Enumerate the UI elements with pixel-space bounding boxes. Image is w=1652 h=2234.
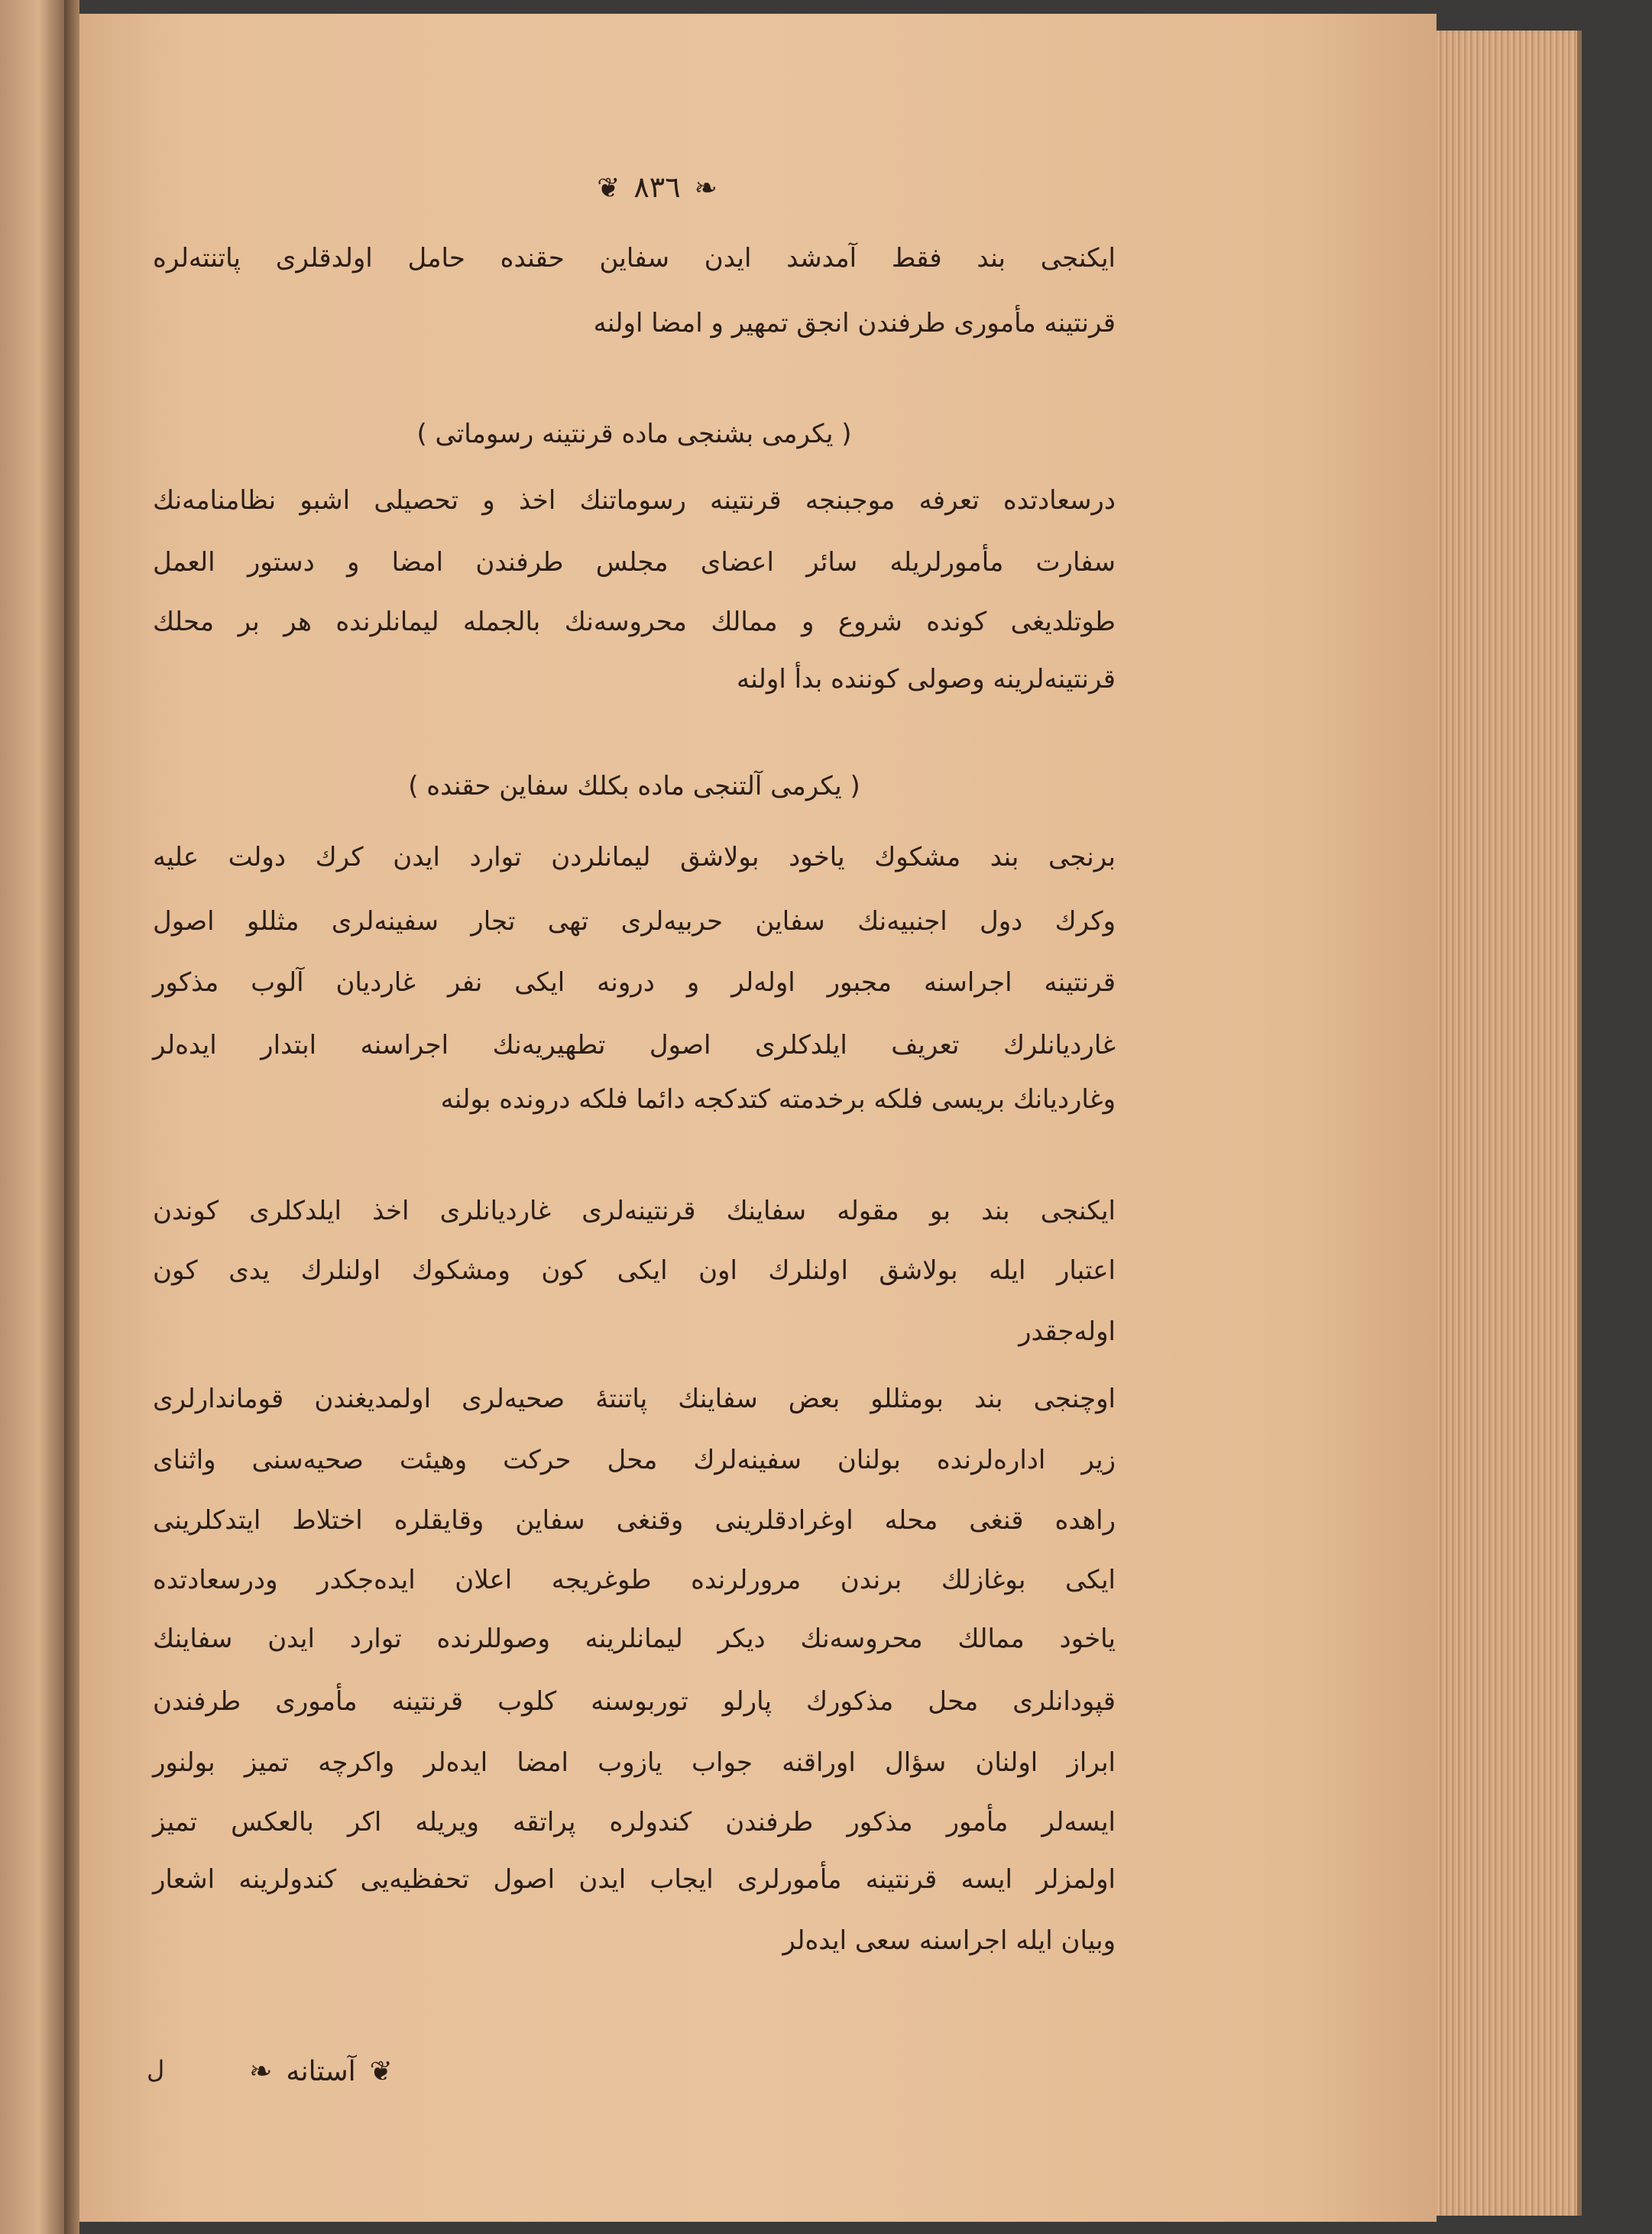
fleuron-icon: ❦ [597,173,620,204]
text-line: قپودانلری محل مذكورك پارلو توربوسنه كلوب قرنتینه مأموری طرفندن [153,1686,1116,1717]
article-heading: ( یكرمی بشنجی ماده قرنتینه رسوماتی ) [416,419,852,449]
catchword: آستانه [286,2056,356,2087]
text-line: قرنتینه اجراسنه مجبور اوله‌لر و درونه ایكی نفر غاردیان آلوب مذكور [153,967,1116,998]
text-line: اوله‌جقدر [1019,1316,1116,1347]
page-number-header [550,157,764,218]
text-line: درسعادتده تعرفه موجبنجه قرنتینه رسوماتنك اخذ و تحصیلی اشبو نظامنامه‌نك [153,485,1116,516]
text-line: ایسه‌لر مأمور مذكور طرفندن كندولره پراتقه ویریله اكر بالعكس تمیز [153,1807,1116,1837]
page-number: ٨٣٦ [633,170,681,204]
text-line: وبیان ایله اجراسنه سعی ایده‌لر [782,1925,1116,1956]
text-line: غاردیانلرك تعریف ایلدكلری اصول تطهیریه‌نك اجراسنه ابتدار ایده‌لر [153,1030,1116,1060]
facing-page-edge [0,0,64,2234]
text-line: اوچنجی بند بومثللو بعض سفاینك پاتنته‌ٔ صحیه‌لری اولمدیغندن قوماندارلری [153,1384,1116,1414]
fleuron-icon: ❧ [249,2056,273,2087]
text-line: یاخود ممالك محروسه‌نك دیكر لیمانلرینه وصوللرنده توارد ایدن سفاینك [153,1624,1116,1654]
text-line: برنجی بند مشكوك یاخود بولاشق لیمانلردن توارد ایدن كرك دولت علیه [153,842,1116,873]
fleuron-icon: ❧ [694,173,717,204]
page-edges-stack [1437,31,1582,2216]
text-line: راهده قنغی محله اوغرادقلرینی وقنغی سفاین وقایقلره اختلاط ایتدكلرینی [153,1505,1116,1536]
text-line: اولمزلر ایسه قرنتینه مأمورلری ایجاب ایدن اصول تحفظیه‌یی كندولرینه اشعار [153,1864,1116,1895]
text-line: زیر اداره‌لرنده بولنان سفینه‌لرك محل حركت وهیئت صحیه‌سنی واثنای [153,1445,1116,1475]
text-line: وغاردیانك بریسی فلكه برخدمته كتدكجه دائما فلكه درونده بولنه [440,1084,1116,1115]
text-line: ایكی بوغازلك برندن مرورلرنده طوغریجه اعلان ایده‌جكدر ودرسعادتده [153,1565,1116,1595]
article-heading: ( یكرمی آلتنجی ماده بكلك سفاین حقنده ) [408,771,860,801]
text-line: طوتلدیغی كونده شروع و ممالك محروسه‌نك بالجمله لیمانلرنده هر بر محلك [153,607,1116,637]
book-gutter [64,0,79,2234]
text-line: سفارت مأمورلریله سائر اعضای مجلس طرفندن امضا و دستور العمل [153,547,1116,578]
text-line: وكرك دول اجنبیه‌نك سفاین حربیه‌لری تهی تجار سفینه‌لری مثللو اصول [153,906,1116,937]
fleuron-icon: ❦ [369,2056,393,2087]
catchword-footer [214,2041,428,2103]
text-line: ایكنجی بند بو مقوله سفاینك قرنتینه‌لری غاردیانلری اخذ ایلدكلری كوندن [153,1196,1116,1226]
text-line: ایكنجی بند فقط آمدشد ایدن سفاین حقنده حامل اولدقلری پاتنته‌لره [153,243,1116,274]
text-line: ابراز اولنان سؤال اوراقنه جواب یازوب امضا ایده‌لر واكرچه تمیز بولنور [153,1747,1116,1778]
text-line: قرنتینه مأموری طرفندن انجق تمهیر و امضا اولنه [593,308,1116,338]
signature-mark: ل [147,2055,165,2084]
text-line: قرنتینه‌لرینه وصولی كوننده بدأ اولنه [737,664,1116,694]
text-line: اعتبار ایله بولاشق اولنلرك اون ایكی كون ومشكوك اولنلرك یدی كون [153,1255,1116,1286]
